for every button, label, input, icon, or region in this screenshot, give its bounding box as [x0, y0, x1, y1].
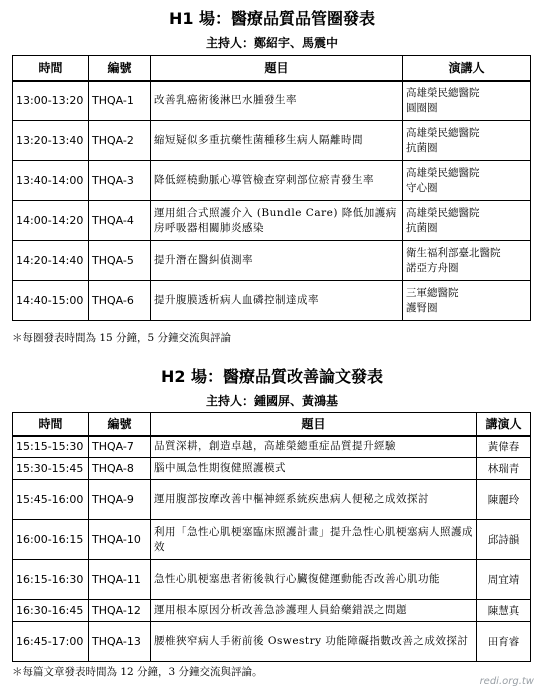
h2-host: 主持人：鍾國屏、黃鴻基 — [205, 394, 338, 408]
h1-host: 主持人：鄭紹宇、馬震中 — [205, 36, 338, 50]
row-time: 16:45-17:00 — [13, 622, 89, 662]
speaker-circle: 抗菌圈 — [406, 221, 438, 234]
row-topic: 品質深耕，創造卓越，高雄榮總重症品質提升經驗 — [151, 436, 477, 458]
table-row — [13, 241, 531, 281]
speaker-circle: 諾亞方舟圈 — [406, 261, 459, 274]
row-time: 15:15-15:30 — [13, 436, 89, 458]
row-time: 14:40-15:00 — [13, 281, 89, 321]
row-topic: 運用腹部按摩改善中樞神經系統疾患病人便秘之成效探討 — [151, 480, 477, 520]
table-row — [13, 201, 531, 241]
table-row — [13, 520, 531, 560]
row-topic: 提升潛在醫糾偵測率 — [151, 241, 403, 281]
speaker-hospital: 高雄榮民總醫院 — [406, 86, 480, 99]
row-time: 13:40-14:00 — [13, 161, 89, 201]
speaker-hospital: 衛生福利部臺北醫院 — [406, 246, 501, 259]
h1-schedule-table — [12, 55, 531, 321]
row-speaker — [403, 201, 531, 241]
h2-header-speaker: 講演人 — [477, 413, 531, 436]
h1-header-time: 時間 — [13, 56, 89, 81]
row-time: 13:00-13:20 — [13, 81, 89, 121]
row-code: THQA-7 — [89, 436, 151, 458]
row-speaker: 周宜靖 — [477, 560, 531, 600]
speaker-circle: 護腎圈 — [406, 301, 438, 314]
row-speaker — [403, 281, 531, 321]
h2-schedule-table — [12, 412, 531, 662]
table-row — [13, 161, 531, 201]
h1-note: ＊每圈發表時間為 15 分鐘，5 分鐘交流與評論 — [12, 332, 232, 344]
row-time: 16:15-16:30 — [13, 560, 89, 600]
row-code: THQA-11 — [89, 560, 151, 600]
watermark: redi.org.tw — [479, 676, 534, 687]
h2-header-time: 時間 — [13, 413, 89, 436]
row-time: 16:00-16:15 — [13, 520, 89, 560]
row-code: THQA-6 — [89, 281, 151, 321]
table-row — [13, 600, 531, 622]
row-time: 13:20-13:40 — [13, 121, 89, 161]
row-speaker: 田育睿 — [477, 622, 531, 662]
row-topic: 運用根本原因分析改善急診護理人員給藥錯誤之問題 — [151, 600, 477, 622]
h2-note: ＊每篇文章發表時間為 12 分鐘，3 分鐘交流與評論。 — [12, 666, 263, 678]
row-speaker — [403, 121, 531, 161]
row-code: THQA-8 — [89, 458, 151, 480]
speaker-hospital: 高雄榮民總醫院 — [406, 166, 480, 179]
row-speaker — [403, 161, 531, 201]
table-row — [13, 81, 531, 121]
row-time: 14:20-14:40 — [13, 241, 89, 281]
row-code: THQA-13 — [89, 622, 151, 662]
row-topic: 提升腹膜透析病人血磷控制達成率 — [151, 281, 403, 321]
h2-session-title: H2 場：醫療品質改善論文發表 — [160, 367, 384, 386]
row-speaker: 黃偉春 — [477, 436, 531, 458]
row-topic: 腰椎狹窄病人手術前後 Oswestry 功能障礙指數改善之成效探討 — [151, 622, 477, 662]
row-topic: 腦中風急性期復健照護模式 — [151, 458, 477, 480]
table-row — [13, 622, 531, 662]
h2-header-topic: 題目 — [151, 413, 477, 436]
table-row — [13, 480, 531, 520]
table-row — [13, 281, 531, 321]
row-code: THQA-9 — [89, 480, 151, 520]
speaker-hospital: 高雄榮民總醫院 — [406, 126, 480, 139]
speaker-hospital: 高雄榮民總醫院 — [406, 206, 480, 219]
row-time: 15:45-16:00 — [13, 480, 89, 520]
speaker-circle: 守心圈 — [406, 181, 438, 194]
row-topic: 運用組合式照護介入 (Bundle Care) 降低加護病房呼吸器相關肺炎感染 — [151, 201, 403, 241]
h1-header-topic: 題目 — [151, 56, 403, 81]
row-code: THQA-10 — [89, 520, 151, 560]
row-code: THQA-4 — [89, 201, 151, 241]
h2-header-code: 編號 — [89, 413, 151, 436]
row-topic: 改善乳癌術後淋巴水腫發生率 — [151, 81, 403, 121]
row-speaker: 陳慧真 — [477, 600, 531, 622]
row-code: THQA-12 — [89, 600, 151, 622]
row-topic: 利用「急性心肌梗塞臨床照護計畫」提升急性心肌梗塞病人照護成效 — [151, 520, 477, 560]
row-time: 16:30-16:45 — [13, 600, 89, 622]
h1-session-title: H1 場：醫療品質品管圈發表 — [168, 9, 376, 28]
row-code: THQA-5 — [89, 241, 151, 281]
row-speaker: 邱詩韻 — [477, 520, 531, 560]
row-code: THQA-2 — [89, 121, 151, 161]
speaker-hospital: 三軍總醫院 — [406, 286, 459, 299]
row-time: 15:30-15:45 — [13, 458, 89, 480]
row-speaker — [403, 241, 531, 281]
speaker-circle: 圓圈圈 — [406, 101, 438, 114]
h1-header-speaker: 演講人 — [403, 56, 531, 81]
table-row — [13, 560, 531, 600]
row-topic: 急性心肌梗塞患者術後執行心臟復健運動能否改善心肌功能 — [151, 560, 477, 600]
row-speaker — [403, 81, 531, 121]
row-code: THQA-3 — [89, 161, 151, 201]
row-speaker: 林瑞青 — [477, 458, 531, 480]
speaker-circle: 抗菌圈 — [406, 141, 438, 154]
table-row — [13, 436, 531, 458]
row-speaker: 陳麗玲 — [477, 480, 531, 520]
row-topic: 縮短疑似多重抗藥性菌種移生病人隔離時間 — [151, 121, 403, 161]
h1-header-code: 編號 — [89, 56, 151, 81]
table-row — [13, 458, 531, 480]
row-topic: 降低經橈動脈心導管檢查穿刺部位瘀青發生率 — [151, 161, 403, 201]
row-time: 14:00-14:20 — [13, 201, 89, 241]
table-row — [13, 121, 531, 161]
row-code: THQA-1 — [89, 81, 151, 121]
